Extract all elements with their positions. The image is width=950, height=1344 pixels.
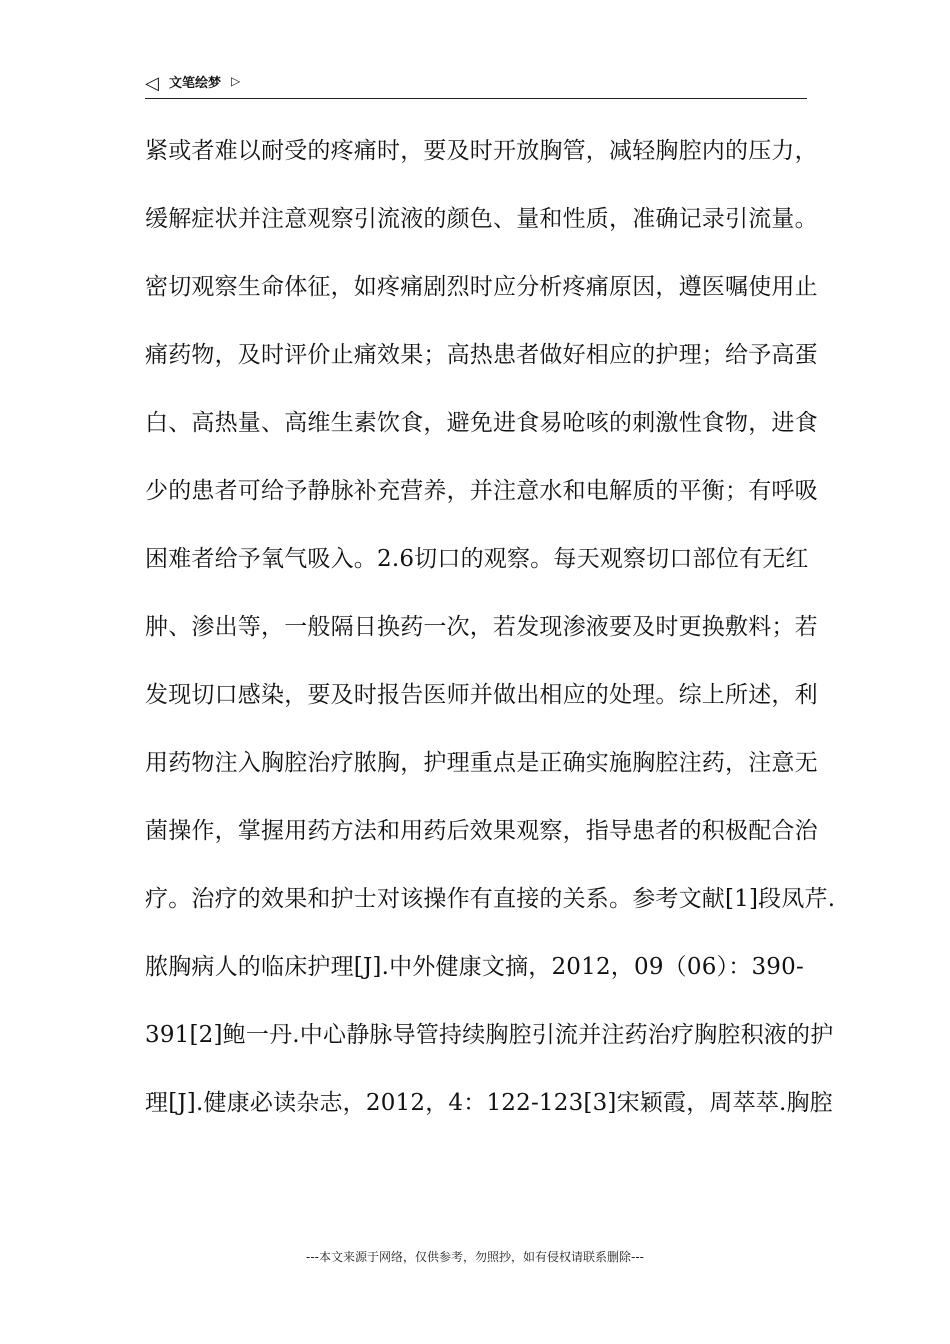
page-footer: ---本文来源于网络，仅供参考，勿照抄，如有侵权请联系删除--- (306, 1250, 644, 1264)
body-line: 发现切口感染，要及时报告医师并做出相应的处理。综上所述，利 (145, 682, 818, 708)
left-triangle-icon: ◁ (145, 73, 159, 94)
body-line: 缓解症状并注意观察引流液的颜色、量和性质，准确记录引流量。 (145, 206, 818, 232)
body-line: 菌操作，掌握用药方法和用药后效果观察，指导患者的积极配合治 (145, 818, 818, 844)
body-line: 少的患者可给予静脉补充营养，并注意水和电解质的平衡；有呼吸 (145, 478, 818, 504)
header-brand: 文笔绘梦 (169, 76, 222, 91)
body-line: 脓胸病人的临床护理[J].中外健康文摘，2012，09（06）：390- (145, 954, 804, 980)
body-line: 密切观察生命体征，如疼痛剧烈时应分析疼痛原因，遵医嘱使用止 (145, 274, 818, 300)
body-line: 白、高热量、高维生素饮食，避免进食易呛咳的刺激性食物，进食 (145, 410, 818, 436)
page-header (145, 72, 807, 99)
body-line: 疗。治疗的效果和护士对该操作有直接的关系。参考文献[1]段凤芹. (145, 886, 836, 912)
document-body (145, 125, 836, 1145)
body-line: 肿、渗出等，一般隔日换药一次，若发现渗液要及时更换敷料；若 (145, 614, 818, 640)
body-line: 用药物注入胸腔治疗脓胸，护理重点是正确实施胸腔注药，注意无 (145, 750, 818, 776)
body-line: 痛药物，及时评价止痛效果；高热患者做好相应的护理；给予高蛋 (145, 342, 818, 368)
body-line: 困难者给予氧气吸入。2.6切口的观察。每天观察切口部位有无红 (145, 546, 809, 572)
right-triangle-icon: ▷ (231, 74, 241, 88)
body-line: 紧或者难以耐受的疼痛时，要及时开放胸管，减轻胸腔内的压力， (145, 138, 818, 164)
body-line: 理[J].健康必读杂志，2012，4：122-123[3]宋颖霞，周萃萃.胸腔 (145, 1090, 833, 1116)
body-line: 391[2]鲍一丹.中心静脉导管持续胸腔引流并注药治疗胸腔积液的护 (145, 1022, 834, 1048)
